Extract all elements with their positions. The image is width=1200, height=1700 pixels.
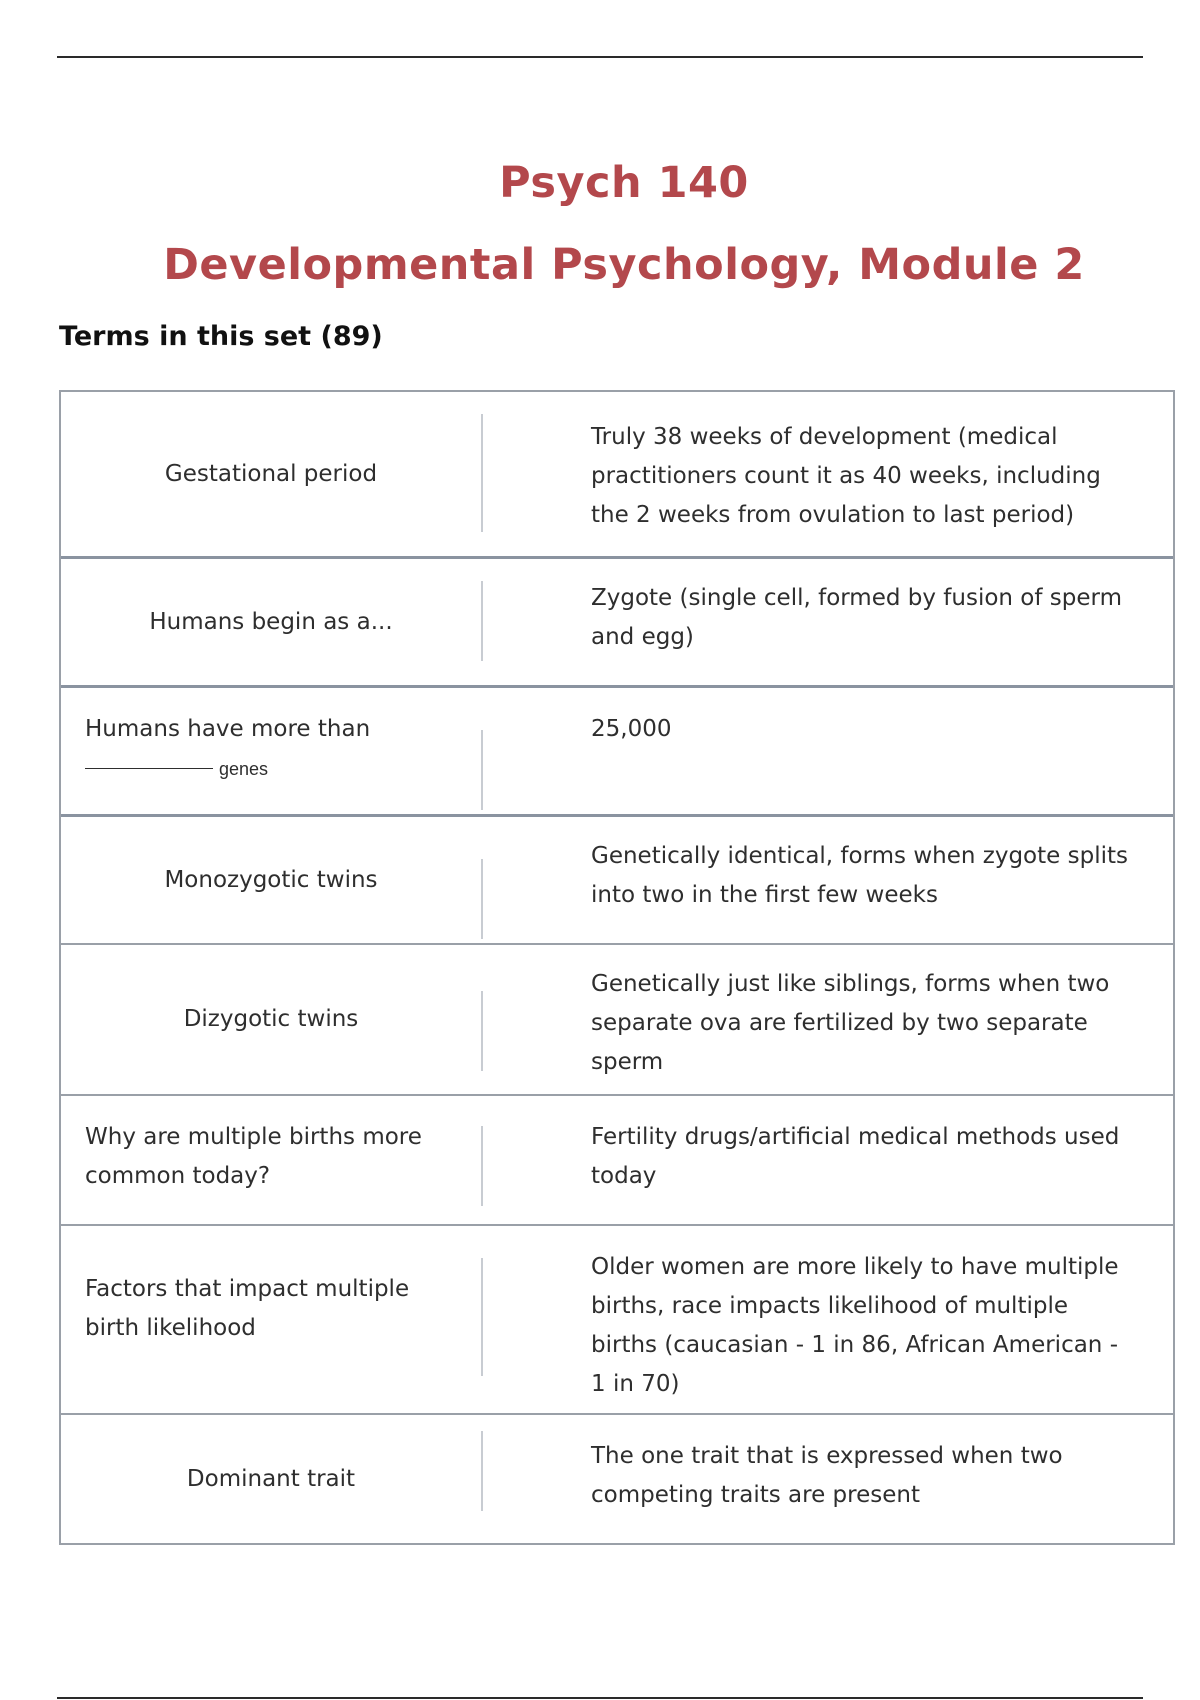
term-blank-suffix: genes: [219, 759, 269, 779]
term-text: Humans begin as a...: [149, 608, 393, 635]
row-divider: [481, 581, 483, 661]
bottom-rule: [57, 1697, 1143, 1699]
term-row: [61, 556, 1173, 685]
top-rule: [57, 56, 1143, 58]
term-blank-line: [85, 749, 268, 789]
term-row: [61, 392, 1173, 556]
row-divider: [481, 414, 483, 532]
definition-text: Zygote (single cell, formed by fusion of sperm and egg): [591, 585, 1122, 650]
row-divider: [481, 1126, 483, 1206]
definition-text: Genetically identical, forms when zygote splits into two in the first few weeks: [591, 843, 1128, 908]
definition-text: 25,000: [591, 716, 672, 742]
definition-text: Older women are more likely to have multiple births, race impacts likelihood of multiple births (caucasian - 1 in 86, African American - 1 in 70): [591, 1254, 1119, 1397]
row-divider: [481, 859, 483, 939]
term-text: Gestational period: [164, 460, 378, 487]
definition-text: Truly 38 weeks of development (medical practitioners count it as 40 weeks, including the 2 weeks from ovulation to last period): [591, 424, 1101, 528]
row-divider: [481, 991, 483, 1071]
term-row: [61, 814, 1173, 943]
document-title: Psych 140: [499, 158, 749, 208]
row-divider: [481, 1431, 483, 1511]
row-divider: [481, 730, 483, 810]
definition-text: Fertility drugs/artificial medical methods used today: [591, 1124, 1120, 1189]
term-row: [61, 1413, 1173, 1543]
terms-count-heading: Terms in this set (89): [59, 321, 383, 352]
term-cell: [61, 688, 481, 814]
term-row: [61, 1224, 1173, 1413]
term-row: [61, 1094, 1173, 1224]
term-text: Why are multiple births more common today?: [85, 1124, 422, 1189]
term-text: Humans have more than: [85, 716, 371, 742]
term-text: Factors that impact multiple birth likelihood: [85, 1276, 410, 1341]
terms-table: [59, 390, 1175, 1545]
term-text: Dominant trait: [186, 1465, 356, 1492]
definition-text: The one trait that is expressed when two competing traits are present: [591, 1443, 1063, 1508]
term-text: Monozygotic twins: [164, 866, 378, 893]
term-row: [61, 685, 1173, 814]
definition-text: Genetically just like siblings, forms when two separate ova are fertilized by two separate sperm: [591, 971, 1110, 1075]
row-divider: [481, 1258, 483, 1376]
term-row: [61, 943, 1173, 1094]
document-subtitle: Developmental Psychology, Module 2: [163, 240, 1085, 290]
term-text: Dizygotic twins: [183, 1006, 359, 1032]
fill-in-blank: [85, 768, 213, 769]
